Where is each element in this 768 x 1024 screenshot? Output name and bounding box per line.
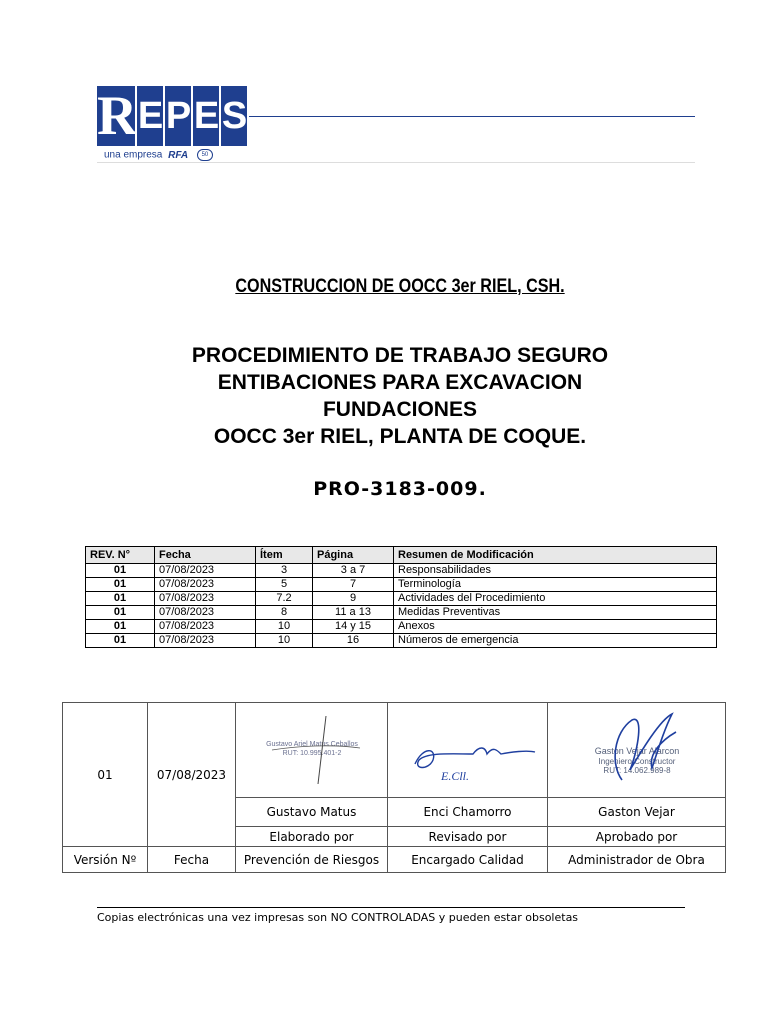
version-value: 01 bbox=[63, 703, 148, 847]
company-logo bbox=[137, 86, 249, 146]
header-fecha: Fecha bbox=[155, 547, 256, 564]
signature-stamp-matus bbox=[242, 710, 382, 790]
logo-tagline bbox=[104, 149, 213, 161]
cell-pagina: 11 a 13 bbox=[313, 606, 394, 620]
cell-item: 10 bbox=[256, 634, 313, 648]
cell-rev: 01 bbox=[86, 620, 155, 634]
approval-table bbox=[62, 702, 726, 873]
svg-text:RUT: 10.995.401-2: RUT: 10.995.401-2 bbox=[282, 750, 341, 757]
cell-resumen: Responsabilidades bbox=[394, 564, 717, 578]
header-resumen: Resumen de Modificación bbox=[394, 547, 717, 564]
signature-administrador bbox=[548, 703, 726, 798]
logo-letter-r: R bbox=[97, 85, 138, 147]
table-row bbox=[86, 578, 717, 592]
cell-item: 3 bbox=[256, 564, 313, 578]
procedure-title-line: ENTIBACIONES PARA EXCAVACION bbox=[217, 371, 583, 394]
logo-letter: P bbox=[165, 86, 191, 146]
role-elaborado: Elaborado por bbox=[236, 827, 388, 847]
logo-letter: E bbox=[137, 86, 163, 146]
label-fecha: Fecha bbox=[148, 847, 236, 873]
cell-item: 8 bbox=[256, 606, 313, 620]
table-row bbox=[86, 606, 717, 620]
signature-prevencion bbox=[236, 703, 388, 798]
cell-resumen: Medidas Preventivas bbox=[394, 606, 717, 620]
name-administrador: Gaston Vejar bbox=[548, 798, 726, 827]
tagline-brand: RFA bbox=[168, 149, 189, 161]
name-prevencion: Gustavo Matus bbox=[236, 798, 388, 827]
svg-text:Gustavo Ariel Matus Ceballos: Gustavo Ariel Matus Ceballos bbox=[265, 741, 358, 748]
cell-rev: 01 bbox=[86, 606, 155, 620]
procedure-title-line: OOCC 3er RIEL, PLANTA DE COQUE. bbox=[213, 425, 587, 448]
cell-resumen: Números de emergencia bbox=[394, 634, 717, 648]
table-row bbox=[86, 592, 717, 606]
cell-pagina: 14 y 15 bbox=[313, 620, 394, 634]
tagline-prefix: una empresa bbox=[104, 149, 163, 161]
cell-resumen: Actividades del Procedimiento bbox=[394, 592, 717, 606]
cell-fecha: 07/08/2023 bbox=[155, 564, 256, 578]
label-calidad: Encargado Calidad bbox=[388, 847, 548, 873]
cell-fecha: 07/08/2023 bbox=[155, 592, 256, 606]
cell-rev: 01 bbox=[86, 592, 155, 606]
cell-fecha: 07/08/2023 bbox=[155, 606, 256, 620]
footer-note: Copias electrónicas una vez impresas son NO CONTROLADAS y pueden estar obsoletas bbox=[97, 911, 579, 924]
name-calidad: Enci Chamorro bbox=[388, 798, 548, 827]
cell-fecha: 07/08/2023 bbox=[155, 634, 256, 648]
cell-resumen: Anexos bbox=[394, 620, 717, 634]
label-prevencion: Prevención de Riesgos bbox=[236, 847, 388, 873]
cell-fecha: 07/08/2023 bbox=[155, 578, 256, 592]
table-row bbox=[86, 634, 717, 648]
project-title: CONSTRUCCION DE OOCC 3er RIEL, CSH. bbox=[235, 276, 565, 297]
document-code: PRO-3183-009. bbox=[313, 478, 487, 500]
date-value: 07/08/2023 bbox=[148, 703, 236, 847]
label-administrador: Administrador de Obra bbox=[548, 847, 726, 873]
cell-pagina: 9 bbox=[313, 592, 394, 606]
cell-pagina: 7 bbox=[313, 578, 394, 592]
role-aprobado: Aprobado por bbox=[548, 827, 726, 847]
cell-fecha: 07/08/2023 bbox=[155, 620, 256, 634]
procedure-title-line: PROCEDIMIENTO DE TRABAJO SEGURO bbox=[191, 344, 609, 367]
svg-text:E.Cll.: E.Cll. bbox=[440, 769, 469, 783]
cell-resumen: Terminología bbox=[394, 578, 717, 592]
signature-chamorro bbox=[393, 710, 543, 790]
cell-item: 10 bbox=[256, 620, 313, 634]
signature-calidad bbox=[388, 703, 548, 798]
revision-header-row bbox=[86, 547, 717, 564]
logo-letter: E bbox=[193, 86, 219, 146]
procedure-title bbox=[100, 342, 700, 450]
header-underline bbox=[97, 162, 695, 163]
cell-rev: 01 bbox=[86, 578, 155, 592]
revision-table bbox=[85, 546, 717, 648]
role-revisado: Revisado por bbox=[388, 827, 548, 847]
header-pagina: Página bbox=[313, 547, 394, 564]
logo-letter: S bbox=[221, 86, 247, 146]
table-row bbox=[86, 620, 717, 634]
cell-rev: 01 bbox=[86, 564, 155, 578]
header-item: Ítem bbox=[256, 547, 313, 564]
header-rule bbox=[249, 116, 695, 117]
anniversary-badge: 50 bbox=[197, 149, 213, 161]
label-version: Versión Nº bbox=[63, 847, 148, 873]
signature-stamp-vejar bbox=[552, 710, 722, 790]
svg-text:RUT: 14.062.989-8: RUT: 14.062.989-8 bbox=[602, 766, 671, 775]
cell-pagina: 16 bbox=[313, 634, 394, 648]
table-row bbox=[86, 564, 717, 578]
footer-rule bbox=[97, 907, 685, 908]
cell-item: 5 bbox=[256, 578, 313, 592]
procedure-title-line: FUNDACIONES bbox=[322, 398, 477, 421]
svg-text:Gaston Vejar Alarcon: Gaston Vejar Alarcon bbox=[594, 746, 679, 756]
cell-item: 7.2 bbox=[256, 592, 313, 606]
header-rev: REV. N° bbox=[86, 547, 155, 564]
cell-rev: 01 bbox=[86, 634, 155, 648]
logo-r-block bbox=[97, 85, 138, 147]
cell-pagina: 3 a 7 bbox=[313, 564, 394, 578]
svg-text:Ingeniero Constructor: Ingeniero Constructor bbox=[598, 757, 675, 766]
